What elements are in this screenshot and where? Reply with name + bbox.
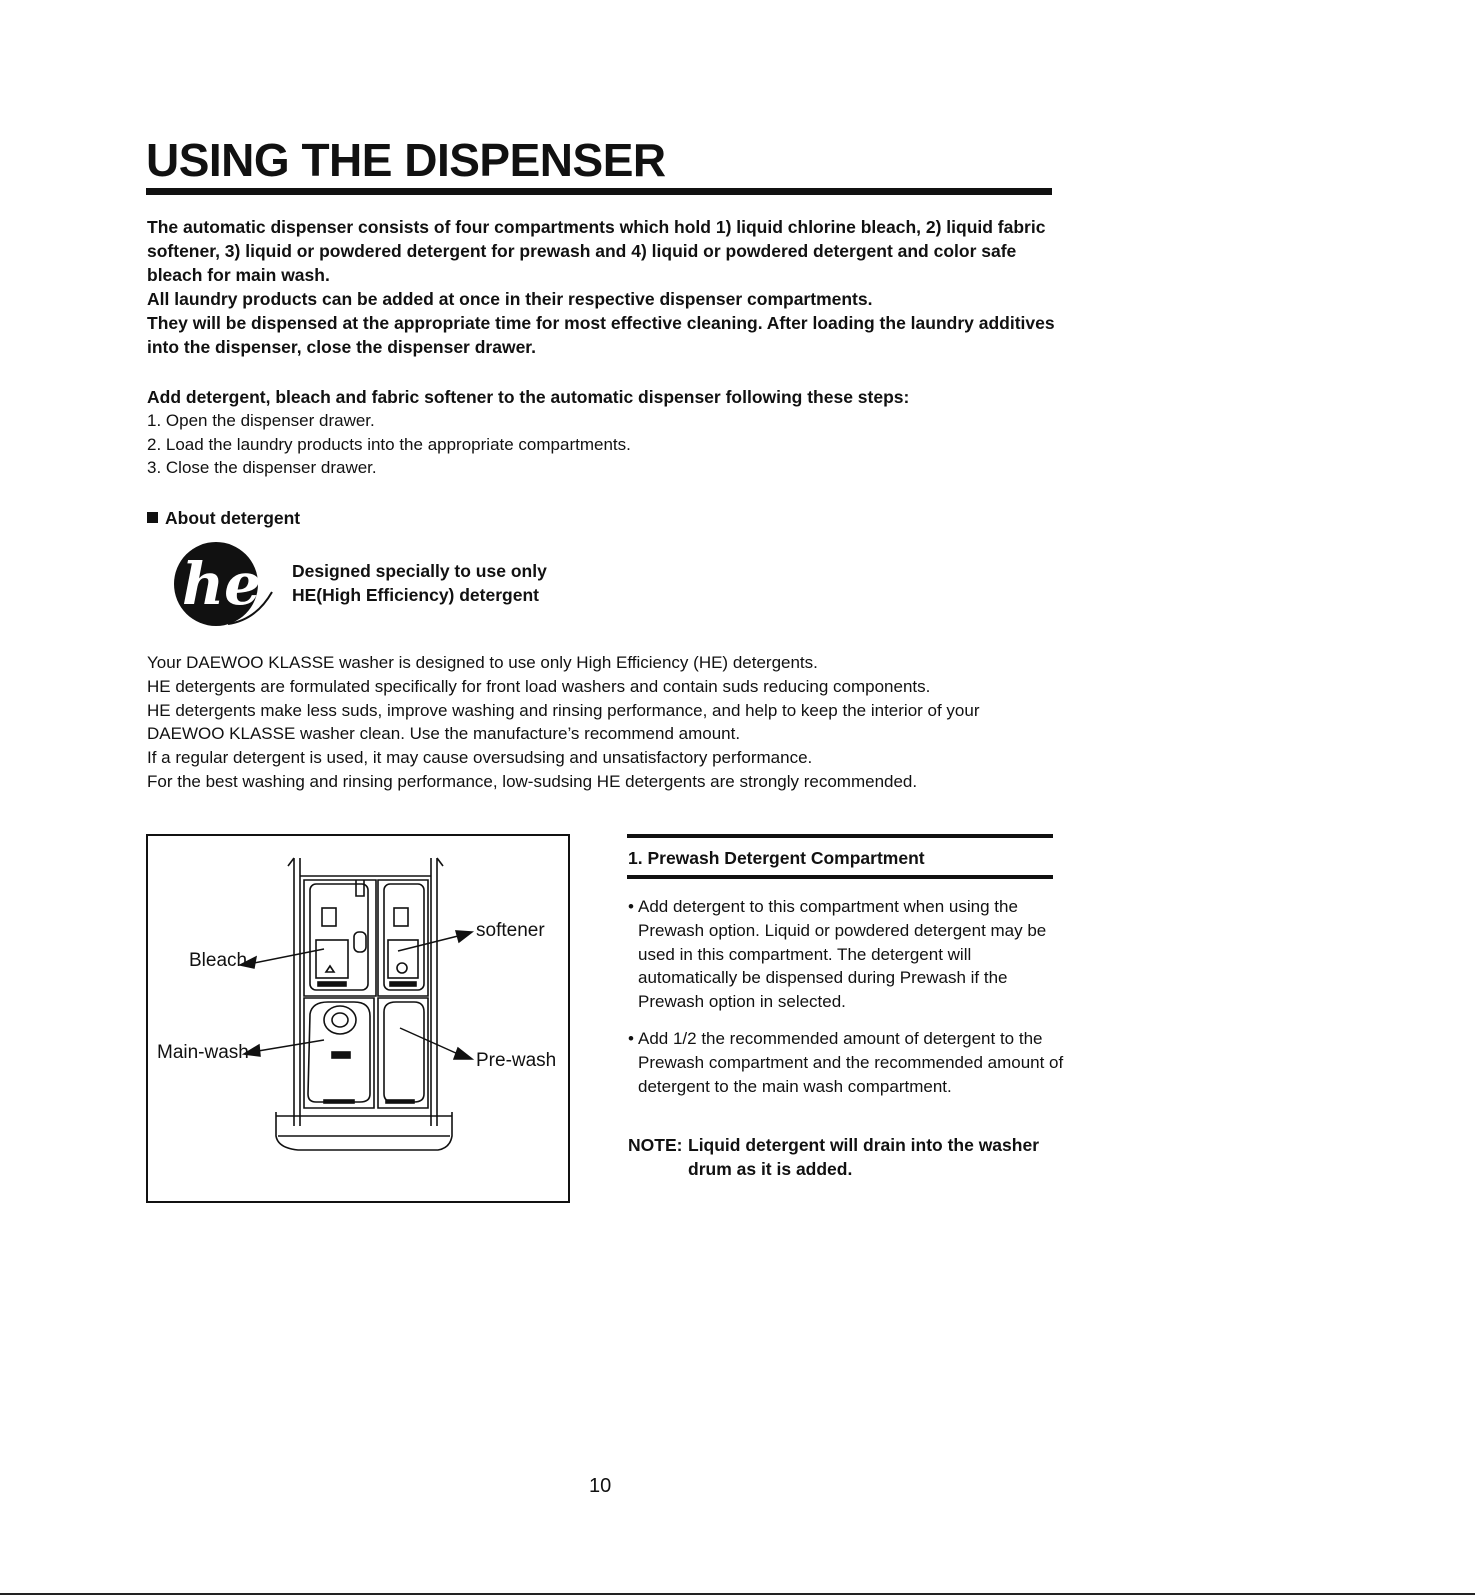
softener-label: softener [476, 920, 545, 941]
he-logo-icon [168, 542, 283, 630]
he-note-line: HE(High Efficiency) detergent [292, 585, 539, 605]
note-label: NOTE: [628, 1135, 683, 1155]
panel-bullet [628, 1027, 1068, 1098]
panel-top-rule [627, 834, 1053, 838]
bleach-label: Bleach [189, 950, 248, 971]
bullet-dot-icon: • [628, 897, 634, 916]
intro-text [147, 215, 1067, 359]
bullet-text: Add 1/2 the recommended amount of detergent to the Prewash compartment and the recommended amount of detergent to the main wash compartment. [638, 1029, 1064, 1096]
step-item: 2. Load the laundry products into the appropriate compartments. [147, 434, 631, 454]
he-note [292, 559, 547, 607]
intro-paragraph-3: They will be dispensed at the appropriate time for most effective cleaning. After loading the laundry additives into the dispenser, close the dispenser drawer. [147, 313, 1055, 357]
square-bullet-icon [147, 512, 158, 523]
bullet-text: Add detergent to this compartment when using the Prewash option. Liquid or powdered detergent may be used in this compartment. The detergent will automatically be dispensed during Prewash if the Prewash option in selected. [638, 897, 1047, 1012]
step-item: 1. Open the dispenser drawer. [147, 411, 375, 430]
title-underline [146, 188, 1052, 195]
body-line: For the best washing and rinsing performance, low-sudsing HE detergents are strongly recommended. [147, 771, 918, 791]
steps-list [147, 409, 631, 480]
bullet-dot-icon: • [628, 1029, 634, 1048]
body-line: Your DAEWOO KLASSE washer is designed to use only High Efficiency (HE) detergents. [147, 653, 818, 672]
page-title: USING THE DISPENSER [146, 134, 666, 186]
main-wash-label: Main-wash [157, 1042, 249, 1063]
about-detergent-heading [147, 506, 300, 530]
step-item: 3. Close the dispenser drawer. [147, 458, 377, 477]
body-line: If a regular detergent is used, it may cause oversudsing and unsatisfactory performance. [147, 748, 813, 768]
body-line: HE detergents are formulated specifically for front load washers and contain suds reducing components. [147, 676, 931, 696]
note-text: Liquid detergent will drain into the washer drum as it is added. [688, 1135, 1039, 1179]
page-number: 10 [589, 1475, 612, 1497]
intro-paragraph-2: All laundry products can be added at once in their respective dispenser compartments. [147, 289, 873, 309]
he-logo-text: he [182, 550, 262, 618]
body-line: HE detergents make less suds, improve washing and rinsing performance, and help to keep the interior of your [147, 700, 980, 720]
about-detergent-label: About detergent [165, 508, 301, 528]
panel-heading-rule [627, 875, 1053, 879]
prewash-compartment-heading: 1. Prewash Detergent Compartment [628, 848, 925, 868]
he-note-line: Designed specially to use only [292, 561, 547, 581]
note [628, 1133, 1068, 1181]
detergent-description [147, 651, 1087, 794]
dispenser-figure [146, 834, 570, 1203]
pre-wash-label: Pre-wash [476, 1050, 557, 1071]
intro-paragraph-1: The automatic dispenser consists of four compartments which hold 1) liquid chlorine bleach, 2) liquid fabric softener, 3) liquid or powdered detergent for prewash and 4) liquid or powdered detergent and color safe bleach for main wash. [147, 217, 1046, 285]
steps-heading: Add detergent, bleach and fabric softener to the automatic dispenser following these steps: [147, 387, 910, 407]
panel-bullet [628, 895, 1068, 1014]
dispenser-drawer-illustration [148, 836, 572, 1205]
body-line: DAEWOO KLASSE washer clean. Use the manufacture’s recommend amount. [147, 724, 741, 744]
